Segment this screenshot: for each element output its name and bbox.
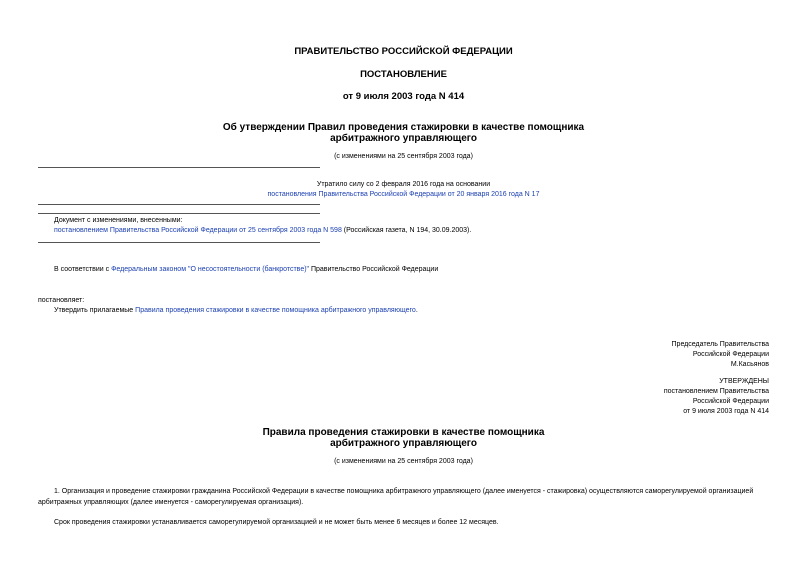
- rules-title-line-1: Правила проведения стажировки в качестве помощника: [262, 427, 545, 438]
- signatory-country: Российской Федерации: [692, 351, 769, 358]
- signature-block: [672, 340, 769, 370]
- signatory-name: М.Касьянов: [730, 361, 769, 368]
- government-heading: ПРАВИТЕЛЬСТВО РОССИЙСКОЙ ФЕДЕРАЦИИ: [294, 46, 513, 57]
- approved-date: от 9 июля 2003 года N 414: [683, 408, 769, 415]
- document-type: ПОСТАНОВЛЕНИЕ: [360, 69, 447, 80]
- document-title: [0, 122, 807, 144]
- rules-title-line-2: арбитражного управляющего: [330, 438, 477, 449]
- approve-clause: Утвердить прилагаемые Правила проведения стажировки в качестве помощника арбитражного управляющего.: [54, 307, 418, 314]
- resolves-text: постановляет:: [38, 297, 85, 304]
- amending-decree-link[interactable]: постановлением Правительства Российской Федерации от 25 сентября 2003 года N 598: [54, 227, 342, 234]
- paragraph-1-line-2: арбитражных управляющих (далее именуется - саморегулируемая организация).: [38, 499, 304, 506]
- signatory-title: Председатель Правительства: [671, 341, 769, 348]
- preamble: В соответствии с Федеральным законом "О несостоятельности (банкротстве)" Правительство Российской Федерации: [54, 266, 439, 273]
- approved-by: постановлением Правительства: [663, 388, 769, 395]
- divider: [38, 167, 320, 168]
- expired-notice: Утратило силу со 2 февраля 2016 года на основании: [316, 181, 491, 188]
- federal-law-link[interactable]: Федеральным законом "О несостоятельности (банкротстве)": [111, 266, 310, 273]
- rules-changes-note: (с изменениями на 25 сентября 2003 года): [334, 458, 473, 465]
- amended-label: Документ с изменениями, внесенными:: [54, 217, 183, 224]
- changes-note: (с изменениями на 25 сентября 2003 года): [334, 153, 473, 160]
- amended-source: (Российская газета, N 194, 30.09.2003).: [341, 227, 472, 234]
- rules-link[interactable]: Правила проведения стажировки в качестве помощника арбитражного управляющего: [135, 307, 416, 314]
- paragraph-2: Срок проведения стажировки устанавливается саморегулируемой организацией и не может быть менее 6 месяцев и более 12 месяцев.: [54, 519, 499, 526]
- rules-title: [0, 427, 807, 449]
- approved-block: [664, 377, 769, 417]
- divider: [38, 204, 320, 205]
- divider: [38, 213, 320, 214]
- approved-country: Российской Федерации: [692, 398, 769, 405]
- title-line-1: Об утверждении Правил проведения стажировки в качестве помощника: [222, 122, 585, 133]
- approved-heading: УТВЕРЖДЕНЫ: [719, 378, 769, 385]
- document-date-number: от 9 июля 2003 года N 414: [342, 91, 465, 102]
- title-line-2: арбитражного управляющего: [330, 133, 477, 144]
- paragraph-1-line-1: 1. Организация и проведение стажировки гражданина Российской Федерации в качестве помощника арбитражного управляющего (далее именуется - стажировка) осуществляются саморегулируемой организацией: [54, 488, 754, 495]
- amended-line: [54, 227, 471, 234]
- expired-basis-link[interactable]: постановления Правительства Российской Федерации от 20 января 2016 года N 17: [267, 191, 540, 198]
- divider: [38, 242, 320, 243]
